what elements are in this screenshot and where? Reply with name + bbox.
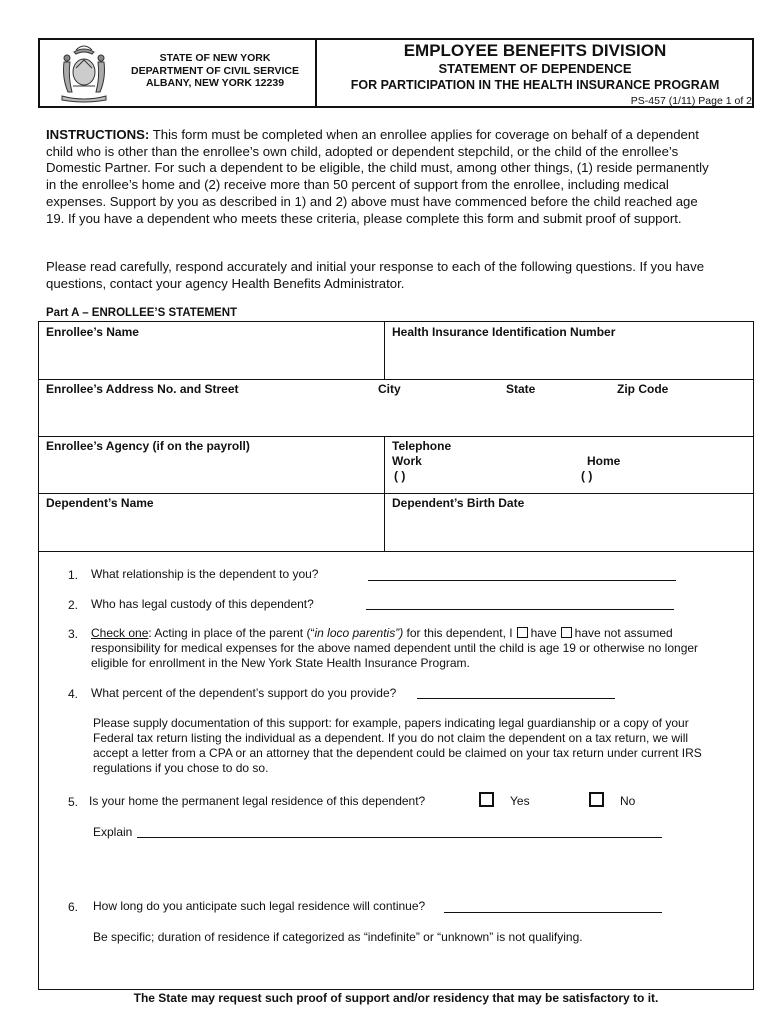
- q5-text: Is your home the permanent legal residence of this dependent?: [89, 794, 426, 808]
- agency-department: DEPARTMENT OF CIVIL SERVICE: [130, 64, 300, 77]
- state-field[interactable]: State: [506, 382, 536, 396]
- zip-field[interactable]: Zip Code: [617, 382, 669, 396]
- address-field[interactable]: Enrollee’s Address No. and Street: [46, 382, 239, 396]
- q3-check-one: Check one: [91, 626, 149, 640]
- q2-number: 2.: [68, 598, 79, 612]
- q5-yes-label: Yes: [510, 794, 530, 808]
- q5-explain-label: Explain: [93, 825, 133, 839]
- q3-text-a: : Acting in place of the parent (“: [148, 626, 315, 640]
- col-divider-2: [384, 436, 385, 551]
- enrollee-name-field[interactable]: Enrollee’s Name: [46, 325, 139, 339]
- q6-text: How long do you anticipate such legal residence will continue?: [93, 899, 426, 913]
- q2-answer-line[interactable]: [366, 609, 674, 610]
- dependent-name-field[interactable]: Dependent’s Name: [46, 496, 154, 510]
- row-divider-2: [38, 436, 754, 437]
- q3-italic: in loco parentis”): [314, 626, 404, 640]
- q4-text: What percent of the dependent’s support do you provide?: [91, 686, 397, 700]
- footer-note: The State may request such proof of support and/or residency that may be satisfactory to it.: [133, 991, 659, 1005]
- q3-have-not-label: have not assumed: [574, 626, 673, 640]
- q3-continuation: responsibility for medical expenses for the above named dependent until the child is age 19 or otherwise no longer eligible for enrollment in the New York State Health Insurance Program.: [91, 641, 699, 670]
- form-number: PS-457 (1/11) Page 1 of 2: [630, 95, 752, 107]
- dependent-birth-field[interactable]: Dependent’s Birth Date: [392, 496, 525, 510]
- purpose-title: FOR PARTICIPATION IN THE HEALTH INSURANCE PROGRAM: [350, 78, 720, 92]
- q3-number: 3.: [68, 627, 79, 641]
- q1-answer-line[interactable]: [368, 580, 676, 581]
- q3-text-b: for this dependent, I: [403, 626, 513, 640]
- telephone-label: Telephone: [392, 439, 452, 453]
- q6-number: 6.: [68, 900, 79, 914]
- q1-text: What relationship is the dependent to you?: [91, 567, 319, 581]
- instructions-paragraph: [46, 127, 718, 227]
- header-divider: [315, 38, 317, 108]
- work-area-code: ( ): [394, 469, 406, 483]
- q5-number: 5.: [68, 795, 79, 809]
- q4-note: Please supply documentation of this support: for example, papers indicating legal guardianship or a copy of your Federal tax return listing the individual as a dependent. If you do not claim the dependent on a tax return, we will accept a letter from a CPA or an attorney that the dependent could be claimed on your tax return under current IRS regulations if you chose to do so.: [93, 716, 702, 775]
- agency-state: STATE OF NEW YORK: [159, 52, 271, 64]
- row-divider-1: [38, 379, 754, 380]
- q5-explain-line[interactable]: [137, 837, 662, 838]
- q3-have-checkbox[interactable]: [517, 627, 528, 638]
- work-phone-field[interactable]: Work: [392, 454, 422, 468]
- q3-have-label: have: [530, 626, 557, 640]
- q2-text: Who has legal custody of this dependent?: [91, 597, 314, 611]
- agency-block: [120, 52, 310, 90]
- home-area-code: ( ): [581, 469, 593, 483]
- part-a-title: Part A – ENROLLEE’S STATEMENT: [46, 307, 238, 319]
- q4-number: 4.: [68, 687, 79, 701]
- q4-answer-line[interactable]: [417, 698, 615, 699]
- q5-no-checkbox[interactable]: [589, 792, 604, 807]
- q5-yes-checkbox[interactable]: [479, 792, 494, 807]
- city-field[interactable]: City: [378, 382, 401, 396]
- q3-have-not-checkbox[interactable]: [561, 627, 572, 638]
- q1-number: 1.: [68, 568, 79, 582]
- agency-address: ALBANY, NEW YORK 12239: [145, 77, 285, 89]
- q6-answer-line[interactable]: [444, 912, 662, 913]
- q5-no-label: No: [620, 794, 636, 808]
- q6-note: Be specific; duration of residence if categorized as “indefinite” or “unknown” is not qualifying.: [93, 930, 583, 944]
- division-title: EMPLOYEE BENEFITS DIVISION: [403, 41, 667, 60]
- home-phone-field[interactable]: Home: [587, 454, 621, 468]
- statement-title: STATEMENT OF DEPENDENCE: [438, 61, 632, 76]
- row-divider-4: [38, 551, 754, 552]
- agency-field[interactable]: Enrollee’s Agency (if on the payroll): [46, 439, 250, 453]
- read-carefully-paragraph: Please read carefully, respond accurately and initial your response to each of the following questions. If you have questions, contact your agency Health Benefits Administrator.: [46, 259, 705, 291]
- row-divider-3: [38, 493, 754, 494]
- instructions-label: INSTRUCTIONS:: [46, 127, 150, 142]
- instructions-text: This form must be completed when an enrollee applies for coverage on behalf of a dependent child who is other than the enrollee’s own child, adopted or dependent stepchild, or the child of the enrollee’s Domestic Partner. For such a dependent to be eligible, the child must, among other things, (1) reside permanently in the enrollee’s home and (2) receive more than 50 percent of support from the enrollee, including medical expenses. Support by you as described in 1) and 2) above must have commenced before the child reached age 19. If you have a dependent who meets these criteria, please complete this form and submit proof of support.: [46, 127, 709, 226]
- q3-text: [91, 626, 723, 671]
- col-divider-1: [384, 321, 385, 379]
- health-id-field[interactable]: Health Insurance Identification Number: [392, 325, 616, 339]
- state-seal-icon: [56, 42, 112, 104]
